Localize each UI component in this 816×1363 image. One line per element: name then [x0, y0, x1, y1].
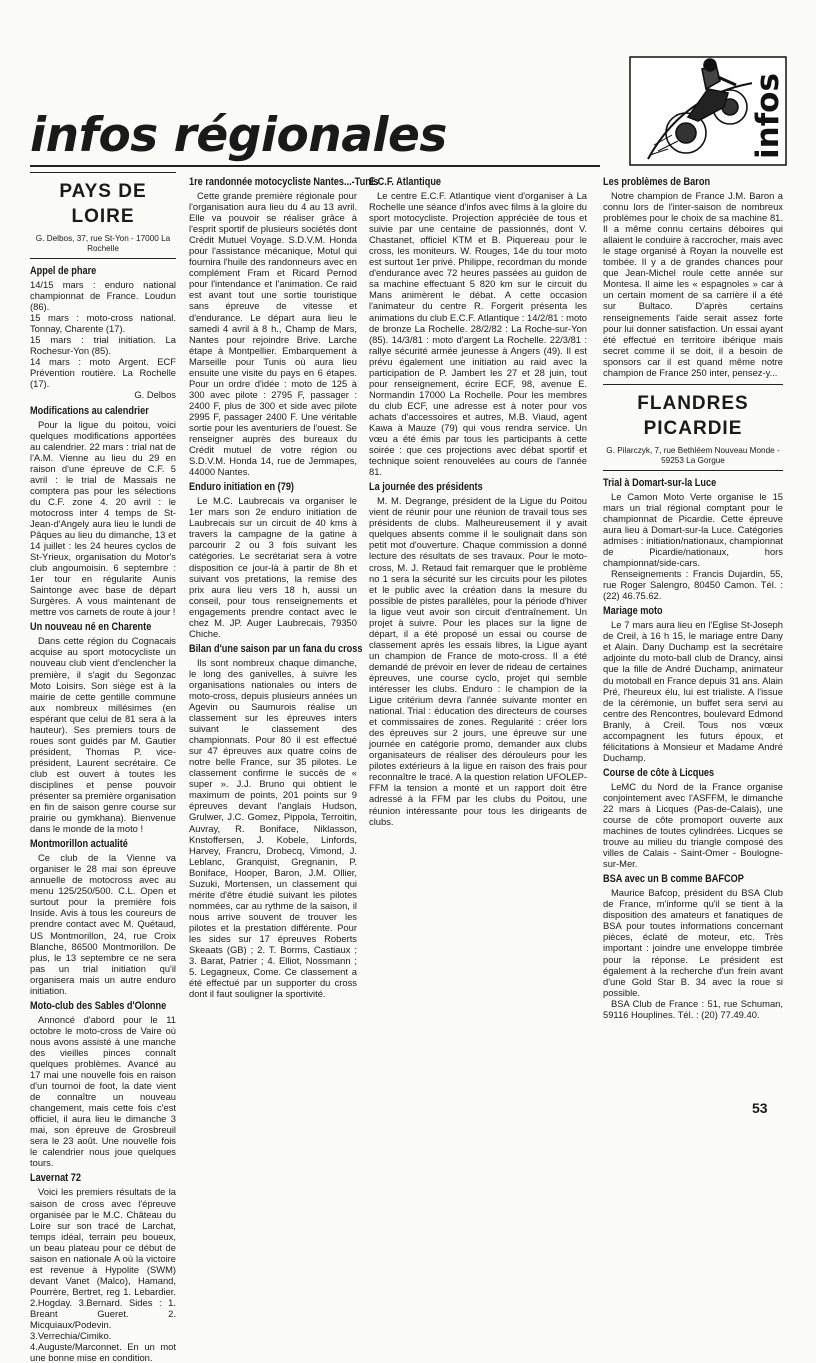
article-text: Voici les premiers résultats de la saison de cross avec l'épreuve organisée par le M.C. Château du Loire sur son tracé de Larchat, temps idéal, terrain peu boueux, un beau plateau pour ce début de saison en nationale A où la victoire est revenue à Hypolite (SWM) devant Vanet (Malco), Hamand, Pourrère, Bertret, reg 1. Lebardier. 2.Hogday. 3.Bernard. Sides : 1. Breant Gueret. 2. Micquiaux/Podevin. 3.Verrechia/Cimiko. 4.Auguste/Marconnet. En un mot une bonne mise en condition.	[30, 1186, 176, 1363]
article-title: BSA avec un B comme BAFCOP	[603, 873, 744, 886]
article-text: 14/15 mars : enduro national championnat de France. Loudun (86).	[30, 279, 176, 313]
article-contact: BSA Club de France : 51, rue Schuman, 59116 Houplines. Tél. : (20) 77.49.40.	[603, 997, 783, 1020]
article-text: LeMC du Nord de la France organise conjointement avec l'ASFFM, le dimanche 22 mars à Licques (Pas-de-Calais), une course de côte promoport ouverte aux machines de toutes cylindrées. Licques se trouve au milieu du triangle composé des villes de Calais - Saint-Omer - Boulogne-sur-Mer.	[603, 780, 783, 870]
signature: G. Delbos	[134, 389, 176, 401]
article-title: Montmorillon actualité	[30, 838, 128, 851]
column-4	[603, 172, 783, 1020]
article-title: Course de côte à Licques	[603, 766, 715, 779]
article-title: Enduro initiation en (79)	[189, 481, 294, 494]
article-text: Annoncé d'abord pour le 11 octobre le moto-cross de Vaire où nous avons assisté à une manche des vieilles pinces connaît quelques problèmes. Avancé au 17 mai une nouvelle fois en raison d'un tournoi de foot, la date vient de connaître un nouveau changement, mais cette fois c'est officiel, il aura lieu le dimanche 3 mai, son épreuve de Grosbreuil sera le 23 août. Une nouvelle fois le calendrier nous joue quelques tours.	[30, 1013, 176, 1169]
article-text: Ils sont nombreux chaque dimanche, le long des ganivelles, à suivre les organisations nationales ou inters de moto-cross, depuis plusieurs années un Agevin ou Saumurois réalise un classement sur les épreuves inters suivant le classement des championnats. Pour 80 il est effectué sur 47 épreuves aux quatre coins de notre belle France, sur 35 pilotes. Le classement confirme le succès de « super ». J.J. Bruno qui obtient le maximum de points, 201 points sur 9 épreuves devant l'anglais Hudson, Grulwer, J.C. Gomez, Pippola, Terroitin, Auvray, R. Boniface, Niklasson, Knstoffersen, J. Kobele, Linfords, Harvey, Francru, Drobecq, Vimond, J. Leblanc, Granquist, Gregnanin, P. Boniface, Hooper, Baron, J.M. Ollier, Suzuki, Mortensen, un classement qui mérite d'être étudié suivant les pilotes nommées, car au rythme de la saison, il nous arrive souvent de trouver les pilotes et la prestation différente. Pour les sides sur 17 épreuves Roberts Skeaats (GB) ; 2. T. Borms, Castiaux ; 3. Barat, Patrier ; 4. Elliot, Nossmann ; 5. Legagneux, Come. Ce classement a été effectué par un supporter du cross dont il faut souligner la sportivité.	[189, 656, 357, 1000]
article-title: Lavernat 72	[30, 1172, 81, 1185]
article-title: Un nouveau né en Charente	[30, 621, 152, 634]
article-text: Maurice Bafcop, président du BSA Club de France, m'informe qu'il se tient à la disposition des amateurs et fanatiques de BSA pour toutes informations concernant pièces, éclaté de moteur, etc. Très important : joindre une enveloppe timbrée pour la réponse. Le président est également à la recherche d'un frein avant d'une Gold Star B. 34 avec la roue si possible.	[603, 887, 783, 998]
article-title: Modifications au calendrier	[30, 404, 149, 417]
article-text: 14 mars : moto Argent. ECF Prévention routière. La Rochelle (17).	[30, 356, 176, 390]
article-title: Les problèmes de Baron	[603, 176, 711, 188]
article-text: Le Camon Moto Verte organise le 15 mars un trial régional comptant pour le championnat de Picardie. Cette épreuve aura lieu à Domart-sur-la Luce. Catégories admises : initiation/nationaux, championnat de Picardie/nationaux, hors championnat/side-cars.	[603, 490, 783, 569]
column-2	[189, 172, 379, 1000]
region-name: FLANDRES PICARDIE	[637, 392, 749, 439]
logo-text: infos	[750, 73, 786, 159]
article-text: Le 7 mars aura lieu en l'Eglise St-Joseph de Creil, à 16 h 15, le mariage entre Dany et Alain. Dany Duchamp est la secrétaire adjointe du moto-ball club de Drancy, ainsi que la fille de André Duchamp, animateur du motoball en France depuis 31 ans. Alain Pré, l'heureux élu, lui est trialiste. A l'issue de la cérémonie, un buffet sera servi au centre des Rencontres, boulevard Edmond Branly, à Creil. Tous nos vœux accompagnent les futurs époux, et félicitations à Monsieur et Madame André Duchamp.	[603, 619, 783, 763]
article-title: La journée des présidents	[369, 481, 483, 494]
article-title: Trial à Domart-sur-la Luce	[603, 476, 717, 489]
article-text: 15 mars : trial initiation. La Rochesur-Yon (85).	[30, 334, 176, 357]
article-text: Pour la ligue du poitou, voici quelques modifications apportées au calendrier. 22 mars : trial nat de l'A.M. Vienne au lieu du 29 en raison d'une épreuve de C.F. 5 avril : le trial de Massais ne comptera pas pour les sélections du C.F. zone 4. 20 avril : le motocross inter 4 temps de St-Jean-d'Angely aura lieu le lundi de Pâques au lieu du dimanche, 13 et 14 juillet : les 24 heures cyclos de St-Yrieux, organisation du Motor's club angoumoisin. 6 septembre : 1er tour en régularite Aunis Saintonge avec base de départ Surgères. A vous maintenant de mettre vos carnets de route à jour !	[30, 418, 176, 618]
article-text: Ce club de la Vienne va organiser le 28 mai son épreuve annuelle de motocross avec au menu 125/250/500. C.L. Open et surtout pour la première fois Inside. Avis à tous les coureurs de prendre contact avec M. Quétaud, US Montmorillon, 24, rue Croix Blanche, 86500 Montmorillon. De plus, le 13 septembre ce ne sera pas un trial initiation qu'il organisera mais un autre enduro initiation.	[30, 852, 176, 996]
column-3	[369, 172, 587, 827]
page-title: infos régionales	[30, 108, 447, 163]
region-name: PAYS DE LOIRE	[59, 181, 147, 227]
article-title: Moto-club des Sables d'Olonne	[30, 999, 167, 1012]
article-title: Appel de phare	[30, 265, 97, 277]
article-text: Cette grande première régionale pour l'organisation aura lieu du 4 au 13 avril. Elle va pouvoir se réaliser grâce à l'esprit sportif de plusieurs sociétés dont Crédit Mutuel Voyage. S.D.V.M. Honda pour l'assistance mécanique, Motul qui fournira l'huile des randonneurs avec en complément Fram et Ricard Pernod pour l'intendance et l'animation. Ce raid est avant tout une sortie touristique sans épreuve de vitesse et d'endurance. Le départ aura lieu le samedi 4 avril à 8 h., Champ de Mars, Nantes pour rejoindre Brive. Larche étape à Montpellier. Embarquement à Marseille pour Tunis où aura lieu ensuite une visite du pays en 6 étapes. Pour un ordre d'idée : moto de 125 à 300 avec pilote : 2795 F, passager : 2400 F, plus de 300 et side avec pilote 2995 F, passager 2400 F. Une véritable sortie pour les aventuriers de l'ouest. Se renseigner auprès des bureaux du Crédit mutuel de votre région ou S.D.V.M. Honda 14, rue de Jemmapes, 44000 Nantes.	[189, 190, 357, 478]
article-text: M. M. Degrange, président de la Ligue du Poitou vient de réunir pour une réunion de travail tous ses présidents de clubs. Malheureusement il y avait quelques absents comme il le soulignait dans son petit mot d'ouverture. Chaque commission a donné lecture des résultats de ses travaux. Pour le moto-cross, M. J. Retaud fait remarquer que le problème no 1 sera la sécurité sur les circuits pour les pilotes et le public avec la création dans la mesure du possible de pistes parallèles, pour la période d'hiver la ligue veut avoir son circuit d'entraînement. Un projet à suivre. Pour les places sur la ligne de départ, il a été proposé un essai ou course de classement après les essais libres, la Ligue ayant un champion de France de moto-cross. Il a été demandé de prévoir en lever de rideau de certaines épreuves, une course cyclo, projet qui semble intéresser les clubs. Enduro : le champion de la Ligue critérium devra l'année suivante monter en national. Trial : éducation des directeurs de courses et commissaires de zones. Regularité : créer lors des épreuves sur 2 jours, une épreuve sur une journée en catégorie promo, demander aux clubs organisateurs de réaliser des dérouleurs pour les pilotes extérieurs à la ligue en raison des frais pour reconnaître le tracé. A la question relation UFOLEP-FFM la tension a monté et un rapport doit être adressé à la FFM par les clubs du Poitou, une réunion intéressante pour tous les dirigeants de clubs.	[369, 495, 587, 827]
region-address: G. Delbos, 37, rue St-Yon - 17000 La Rochelle	[35, 234, 171, 253]
article-title: 1re randonnée motocycliste Nantes...-Tunis	[189, 176, 379, 188]
article-text: 15 mars : moto-cross national. Tonnay, Charente (17).	[30, 312, 176, 335]
page-number: 53	[752, 1100, 768, 1116]
column-1	[30, 172, 176, 1363]
region-address: G. Pilarczyk, 7, rue Bethléem Nouveau Monde - 59253 La Gorgue	[606, 445, 780, 465]
article-title: E.C.F. Atlantique	[369, 176, 442, 188]
article-text: Notre champion de France J.M. Baron a connu lors de l'inter-saison de nombreux problèmes pour le choix de sa machine 81. Il a même connu certains déboires qui allaient le conduire à raccrocher, mais avec le stage organisé à Royan la nouvelle est tombée. Il y a de grandes chances pour que Jean-Michel roule cette année sur Montesa. Il aime les « espagnoles » car à un certain moment de sa carrière il a été sur Bultaco. D'après certains renseignements l'aide serait assez forte pour lui donner satisfaction. Un essai ayant été effectué en territoire ibérique mais secret comme il se doit, il a besoin de sponsors car il est quand même notre champion de France 250 inter, pensez-y...	[603, 190, 783, 378]
article-text: Le M.C. Laubrecais va organiser le 1er mars son 2e enduro initiation de Laubrecais sur un circuit de 40 kms à travers la campagne de la gatine à parcourir 2 ou 3 fois suivant les catégories. Le secrétariat sera à votre disposition ce jour-là à partir de 8h et suivant vos pretations, la remise des prix aura lieu vers 18 h, aussi un conseil, pour tous renseignements et engagements prendre contact avec le chez M. JP. Auger Laubrecais, 79350 Chiche.	[189, 495, 357, 639]
region-header-flandres-picardie	[603, 384, 783, 471]
article-title: Mariage moto	[603, 605, 663, 618]
article-text: Dans cette région du Cognacais acquise au sport motocycliste un nouveau club vient d'enclencher la première, il s'agit du Segonzac Moto Loisirs. Son siège est à la mairie de cette gentille commune aux nombreux millésimes (en espérant que celui de 81 sera à la hauteur). Ses premiers tours de roues sont guidés par M. Gautier président, Thomas P. vice-président, Laurent secrétaire. Ce club est ouvert à toutes les disciplines et pense pouvoir présenter sa première organisation en fin de saison genre course sur prairie ou gymkhana). Bienvenue dans le monde de la moto !	[30, 635, 176, 835]
title-rule	[30, 165, 600, 167]
article-text: Le centre E.C.F. Atlantique vient d'organiser à La Rochelle une séance d'infos avec films à la gloire du sport motocycliste. Projection appréciée de tous et suivie par une centaine de passionnés, dont V. Chastanet, officiel KTM et B. Piquereau pour le cross, les moniteurs. W. Rouges, 14e du tour moto est surtout 1er privé. Philippe, recordman du monde d'endurance avec 72 heures passées au guidon de sa machine effectuant 5 820 km sur le circuit du Mans animèrent le débat. A cette occasion l'animateur du centre R. Forgerit présenta les animations du club E.C.F. Atlantique : 14/2/81 : moto de bronze La Rochelle. 28/2/82 : La Roche-sur-Yon (85). 14/3/81 : moto d'argent La Rochelle. 22/3/81 : rallye sécurité armée jeunesse à Angers (49). Il est prévu également une initiation au raid avec la participation de P. Jambert les 27 et 28 juin, tout pour renseignement, écrire ECF, 98, avenue E. Normandin 17000 La Rochelle. Pour les membres du club ECF, une adresse est à noter pour vos achats d'accessoires et autres, M.B. Viaud, agent Kawa à Mauze (79) qui vous rendra service. Un vœu a été émis par tous les participants à cette soirée : que ces projections avec débat sportif et technique soient renouvelées au cours de l'année 81.	[369, 190, 587, 478]
article-contact: Renseignements : Francis Dujardin, 55, rue Roger Salengro, 80450 Camon. Tél. : (22) 46.75.62.	[603, 568, 783, 602]
article-title: Bilan d'une saison par un fana du cross	[189, 642, 363, 655]
infos-logo	[628, 55, 788, 167]
region-header-pays-de-loire	[30, 172, 176, 259]
